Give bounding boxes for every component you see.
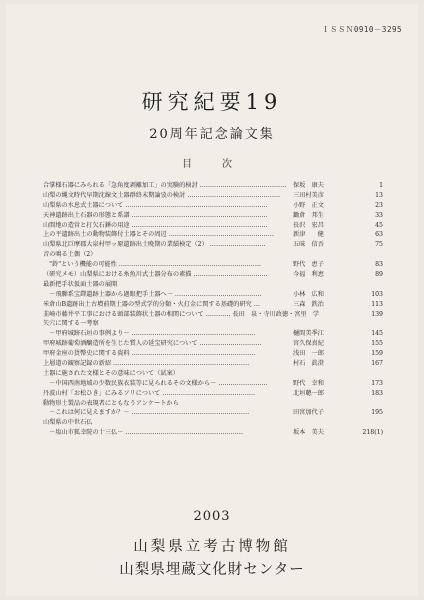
toc-entry-author: 宮久保真紀	[293, 340, 324, 348]
toc-entry	[43, 211, 383, 221]
toc-entry	[43, 230, 383, 240]
toc-entry-page: 155	[371, 340, 383, 348]
toc-entry-page: 1	[379, 182, 383, 189]
toc-entry-title: （研究メモ）山梨県における糸魚川式土器分布の素描 ………………………………	[43, 271, 268, 279]
toc-entry-page: 167	[371, 360, 383, 368]
toc-entry	[43, 379, 383, 389]
toc-entry-page: 195	[371, 409, 383, 417]
toc-entry-page: 183	[371, 389, 383, 397]
toc-entry	[43, 290, 383, 300]
table-of-contents	[43, 181, 383, 438]
toc-entry	[43, 389, 383, 399]
toc-entry-page: 113	[371, 300, 383, 308]
toc-entry	[43, 369, 383, 379]
journal-subtitle: 20周年記念論文集	[149, 127, 275, 142]
toc-entry-title: 韮崎市藤井平工事における頭部装飾状土器の相関について ………… 長田 泉・寺川政徳・宮里 学	[43, 310, 320, 318]
issn-number: ＩＳＳＮ0910－3295	[321, 25, 402, 34]
toc-entry-author: 五味 信吾	[293, 241, 324, 249]
toc-entry-title: 米倉山B遺跡出土古墳前期土器の型式学的分類・火打金に関する基礎的研究 …	[43, 300, 260, 308]
toc-entry	[43, 418, 383, 428]
toc-entry-page: 45	[375, 221, 383, 229]
toc-entry-author: 浅田 一郎	[293, 350, 324, 358]
toc-entry	[43, 300, 383, 310]
toc-entry	[43, 250, 383, 260]
toc-entry	[43, 408, 383, 418]
toc-entry-title: 山間地の造営と打欠石錘の用途 …………………………………………………………	[43, 221, 268, 229]
toc-entry-author: 今福 利恵	[293, 271, 324, 279]
toc-entry-page: 13	[375, 191, 383, 199]
toc-entry	[43, 359, 383, 369]
toc-entry-title: 矢穴に関する一考察	[43, 320, 99, 328]
toc-entry-page: 89	[375, 271, 383, 279]
toc-entry-title: －飛騨系宝鐸遺跡土器から過眼把手土器へ－ ……………………………………	[43, 290, 262, 298]
toc-entry	[43, 240, 383, 250]
toc-entry-author: 三田村美彦	[293, 191, 324, 199]
publication-year: 2003	[193, 509, 231, 524]
toc-entry-author: 田宮加代子	[293, 409, 324, 417]
report-cover-page	[6, 4, 418, 596]
toc-entry-title: 土器に施された文様とその意味について（試案）	[43, 369, 179, 377]
toc-entry-title: －甲府城跡石垣の事例より－ ……………………………………………………	[43, 330, 256, 338]
toc-entry-page: 23	[375, 201, 383, 209]
toc-entry-author: 野代 幸和	[293, 379, 324, 387]
toc-entry-title: 丹波山村「お松ひき」にみるソリについて ………………………………………	[43, 389, 256, 397]
toc-entry-author: 新津 健	[293, 231, 324, 239]
toc-entry-title: 甲府金座の貨幣史に関する資料 ……………………………………………………	[43, 350, 256, 358]
toc-entry-author: 野代 恵子	[293, 261, 324, 269]
toc-entry-author: 長沢 宏昌	[293, 221, 324, 229]
toc-entry-author: 鋤倉 邦生	[293, 211, 324, 219]
toc-entry-title: 上層道の観察記録の新紹 …………………………………………………………	[43, 360, 250, 368]
toc-entry-page: 103	[371, 290, 383, 298]
toc-entry-title: －中国西南地域の少数民族衣装等に見られるその文様から－ ……………………	[43, 379, 268, 387]
toc-entry	[43, 280, 383, 290]
toc-entry-page: 83	[375, 261, 383, 269]
toc-entry	[43, 270, 383, 280]
toc-entry-page: 145	[371, 330, 383, 338]
toc-entry-title: 最新把手状仮面土器の展開	[43, 280, 118, 288]
toc-entry-title: 合掌様石器にみられる「急角度剥離加工」の実験的検討 ……………………………………	[43, 182, 287, 189]
toc-entry-title: "鈴"という機能の可能性 ……………………………………………………………	[43, 261, 262, 269]
toc-entry-author: 保坂 康夫	[293, 182, 324, 189]
toc-entry	[43, 399, 383, 409]
toc-entry-page: 33	[375, 211, 383, 219]
toc-entry-title: 山梨県の水息式土器について ……………………………………………………………	[43, 201, 268, 209]
toc-entry	[43, 329, 383, 339]
toc-entry-page: 159	[371, 350, 383, 358]
toc-entry	[43, 349, 383, 359]
toc-entry-title: 上の平遺跡出土の動物装飾付土器とその周辺 ……………………………………………	[43, 231, 274, 239]
toc-entry-title: 山梨県の中世石仏	[43, 419, 93, 427]
publisher-museum: 山梨県立考古博物館	[133, 539, 291, 555]
toc-entry	[43, 260, 383, 270]
contents-heading: 目 次	[182, 159, 242, 170]
toc-entry-title: 天神遺跡出土石器の形態と系譜 …………………………………………………………	[43, 211, 268, 219]
toc-entry-author: 北垣聰一郎	[293, 389, 324, 397]
toc-entry-author: 樋間美季江	[293, 330, 324, 338]
toc-entry-author: 三森 鉄治	[293, 300, 324, 308]
toc-entry-author: 小野 正文	[293, 201, 324, 209]
toc-entry	[43, 319, 383, 329]
toc-entry	[43, 339, 383, 349]
journal-title: 研究紀要19	[141, 90, 283, 114]
toc-entry	[43, 181, 383, 191]
toc-entry-author: 村石 眞澄	[293, 360, 324, 368]
toc-entry	[43, 221, 383, 231]
toc-entry	[43, 310, 383, 320]
toc-entry-title: 山梨の縄文時代早期沈線文土器群終末期論攷の検討 ………………………………………	[43, 191, 281, 199]
toc-entry-page: 173	[371, 379, 383, 387]
toc-entry-title: 音の鳴る土偶（2）	[43, 251, 97, 259]
toc-entry-title: 山梨県北巨摩郡大泉村甲ッ原遺跡出土晩期の業績検定（2） ………………………	[43, 241, 266, 249]
toc-entry-author: 坂本 美夫	[293, 429, 324, 437]
toc-entry-page: 63	[375, 231, 383, 239]
toc-entry	[43, 201, 383, 211]
toc-entry-page: 75	[375, 241, 383, 249]
toc-entry	[43, 191, 383, 201]
toc-entry-title: －これは何に見えますか？－ …………………………………………………	[43, 409, 250, 417]
toc-entry-page: 139	[371, 310, 383, 318]
toc-entry-page: 218(1)	[362, 429, 383, 437]
toc-entry-title: 動物形土製品の表現者にともなうアンケートから	[43, 399, 179, 407]
publisher-center: 山梨県埋蔵文化財センター	[119, 562, 305, 578]
toc-entry-title: －塩山市狐幸院の十三仏－ …………………………………………………	[43, 429, 243, 437]
toc-entry	[43, 428, 383, 438]
toc-entry-title: 甲府城跡葡萄酒醸造所を生じた質人の延宝研究について …………………………	[43, 340, 262, 348]
toc-entry-author: 小林 広和	[293, 290, 324, 298]
